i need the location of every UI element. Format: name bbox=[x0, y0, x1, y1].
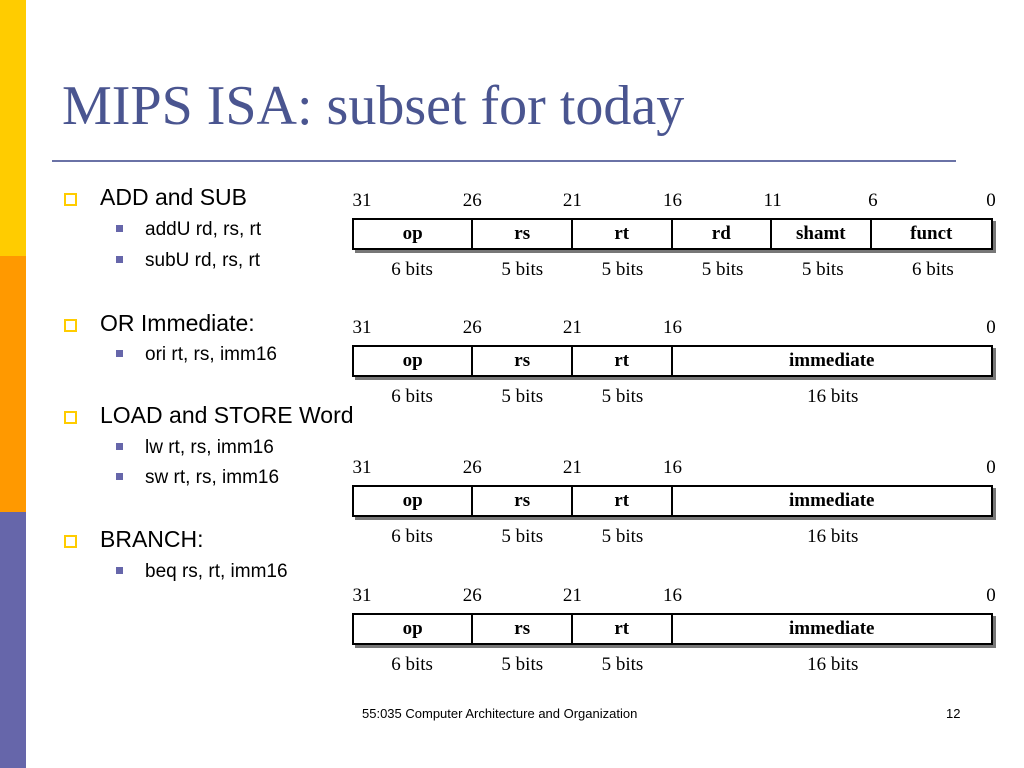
field-row bbox=[352, 218, 993, 250]
field-immediate: immediate bbox=[789, 490, 875, 511]
bullet-label: BRANCH: bbox=[100, 526, 204, 552]
bit-position-label: 16 bbox=[663, 190, 682, 211]
field-row bbox=[352, 613, 993, 645]
sub-bullet: beq rs, rt, imm16 bbox=[145, 561, 288, 582]
bit-position-label: 31 bbox=[352, 585, 372, 606]
field-width-label: 6 bits bbox=[391, 386, 433, 407]
field-width-label: 5 bits bbox=[601, 526, 644, 547]
square-bullet-icon bbox=[64, 411, 77, 424]
field-width-label: 5 bits bbox=[501, 654, 544, 675]
bit-position-label: 26 bbox=[462, 457, 482, 478]
field-width-label: 5 bits bbox=[701, 259, 744, 280]
field-op: op bbox=[354, 347, 473, 375]
field-width-label: 6 bits bbox=[912, 259, 954, 280]
bit-position-label: 21 bbox=[562, 317, 582, 338]
field-width-label: 5 bits bbox=[601, 386, 644, 407]
bit-position-label: 0 bbox=[986, 317, 996, 338]
bullet-label: OR Immediate: bbox=[100, 310, 255, 336]
sub-bullet: addU rd, rs, rt bbox=[145, 219, 262, 240]
field-width-label: 5 bits bbox=[501, 386, 544, 407]
bullet-label: LOAD and STORE Word bbox=[100, 402, 354, 428]
square-bullet-icon bbox=[116, 473, 123, 480]
bullet-label: ADD and SUB bbox=[100, 184, 248, 210]
field-funct: funct bbox=[910, 223, 953, 244]
bit-position-label: 31 bbox=[352, 190, 372, 211]
field-width-label: 5 bits bbox=[801, 259, 844, 280]
bit-position-label: 31 bbox=[352, 317, 372, 338]
bit-position-label: 26 bbox=[462, 190, 482, 211]
field-width-label: 6 bits bbox=[391, 526, 433, 547]
field-immediate: immediate bbox=[789, 618, 875, 639]
field-op: op bbox=[354, 220, 473, 248]
field-width-label: 5 bits bbox=[601, 654, 644, 675]
bit-position-label: 26 bbox=[462, 317, 482, 338]
sub-bullet: subU rd, rs, rt bbox=[145, 250, 261, 271]
field-op: op bbox=[354, 615, 473, 643]
sidebar-strip-blue bbox=[0, 512, 26, 768]
field-rs: rs bbox=[473, 347, 573, 375]
field-rs: rs bbox=[473, 615, 573, 643]
bit-position-label: 16 bbox=[663, 457, 682, 478]
field-width-label: 5 bits bbox=[501, 526, 544, 547]
square-bullet-icon bbox=[116, 350, 123, 357]
field-op: op bbox=[354, 487, 473, 515]
bit-position-label: 6 bbox=[868, 190, 878, 211]
field-width-label: 16 bits bbox=[807, 526, 859, 547]
bit-position-label: 0 bbox=[986, 457, 996, 478]
sidebar-strip-yellow bbox=[0, 0, 26, 256]
square-bullet-icon bbox=[64, 193, 77, 206]
field-shamt: shamt bbox=[772, 220, 872, 248]
field-width-label: 5 bits bbox=[601, 259, 644, 280]
bit-position-label: 0 bbox=[986, 190, 996, 211]
field-width-label: 6 bits bbox=[391, 654, 433, 675]
title-underline bbox=[52, 160, 956, 162]
square-bullet-icon bbox=[116, 225, 123, 232]
field-immediate: immediate bbox=[789, 350, 875, 371]
square-bullet-icon bbox=[116, 567, 123, 574]
bit-position-label: 16 bbox=[663, 317, 682, 338]
square-bullet-icon bbox=[64, 535, 77, 548]
page-number: 12 bbox=[946, 706, 961, 721]
bit-position-label: 26 bbox=[462, 585, 482, 606]
field-width-label: 16 bits bbox=[807, 386, 859, 407]
field-row bbox=[352, 485, 993, 517]
bit-position-label: 0 bbox=[986, 585, 996, 606]
field-rs: rs bbox=[473, 487, 573, 515]
bit-position-label: 16 bbox=[663, 585, 682, 606]
square-bullet-icon bbox=[116, 443, 123, 450]
footer-course-title: 55:035 Computer Architecture and Organization bbox=[362, 706, 638, 721]
field-rt: rt bbox=[573, 487, 673, 515]
sidebar-strip-orange bbox=[0, 256, 26, 512]
bit-position-label: 21 bbox=[562, 585, 582, 606]
square-bullet-icon bbox=[116, 256, 123, 263]
bit-position-label: 11 bbox=[763, 190, 782, 211]
bit-position-label: 21 bbox=[562, 457, 582, 478]
square-bullet-icon bbox=[64, 319, 77, 332]
field-rt: rt bbox=[573, 220, 673, 248]
field-row bbox=[352, 345, 993, 377]
bit-position-label: 31 bbox=[352, 457, 372, 478]
field-rt: rt bbox=[573, 347, 673, 375]
field-rd: rd bbox=[673, 220, 773, 248]
field-rt: rt bbox=[573, 615, 673, 643]
sub-bullet: lw rt, rs, imm16 bbox=[145, 437, 274, 458]
slide-title: MIPS ISA: subset for today bbox=[62, 75, 685, 137]
field-width-label: 5 bits bbox=[501, 259, 544, 280]
field-width-label: 16 bits bbox=[807, 654, 859, 675]
field-rs: rs bbox=[473, 220, 573, 248]
bit-position-label: 21 bbox=[562, 190, 582, 211]
sub-bullet: sw rt, rs, imm16 bbox=[145, 467, 280, 488]
field-width-label: 6 bits bbox=[391, 259, 433, 280]
sub-bullet: ori rt, rs, imm16 bbox=[145, 344, 277, 365]
